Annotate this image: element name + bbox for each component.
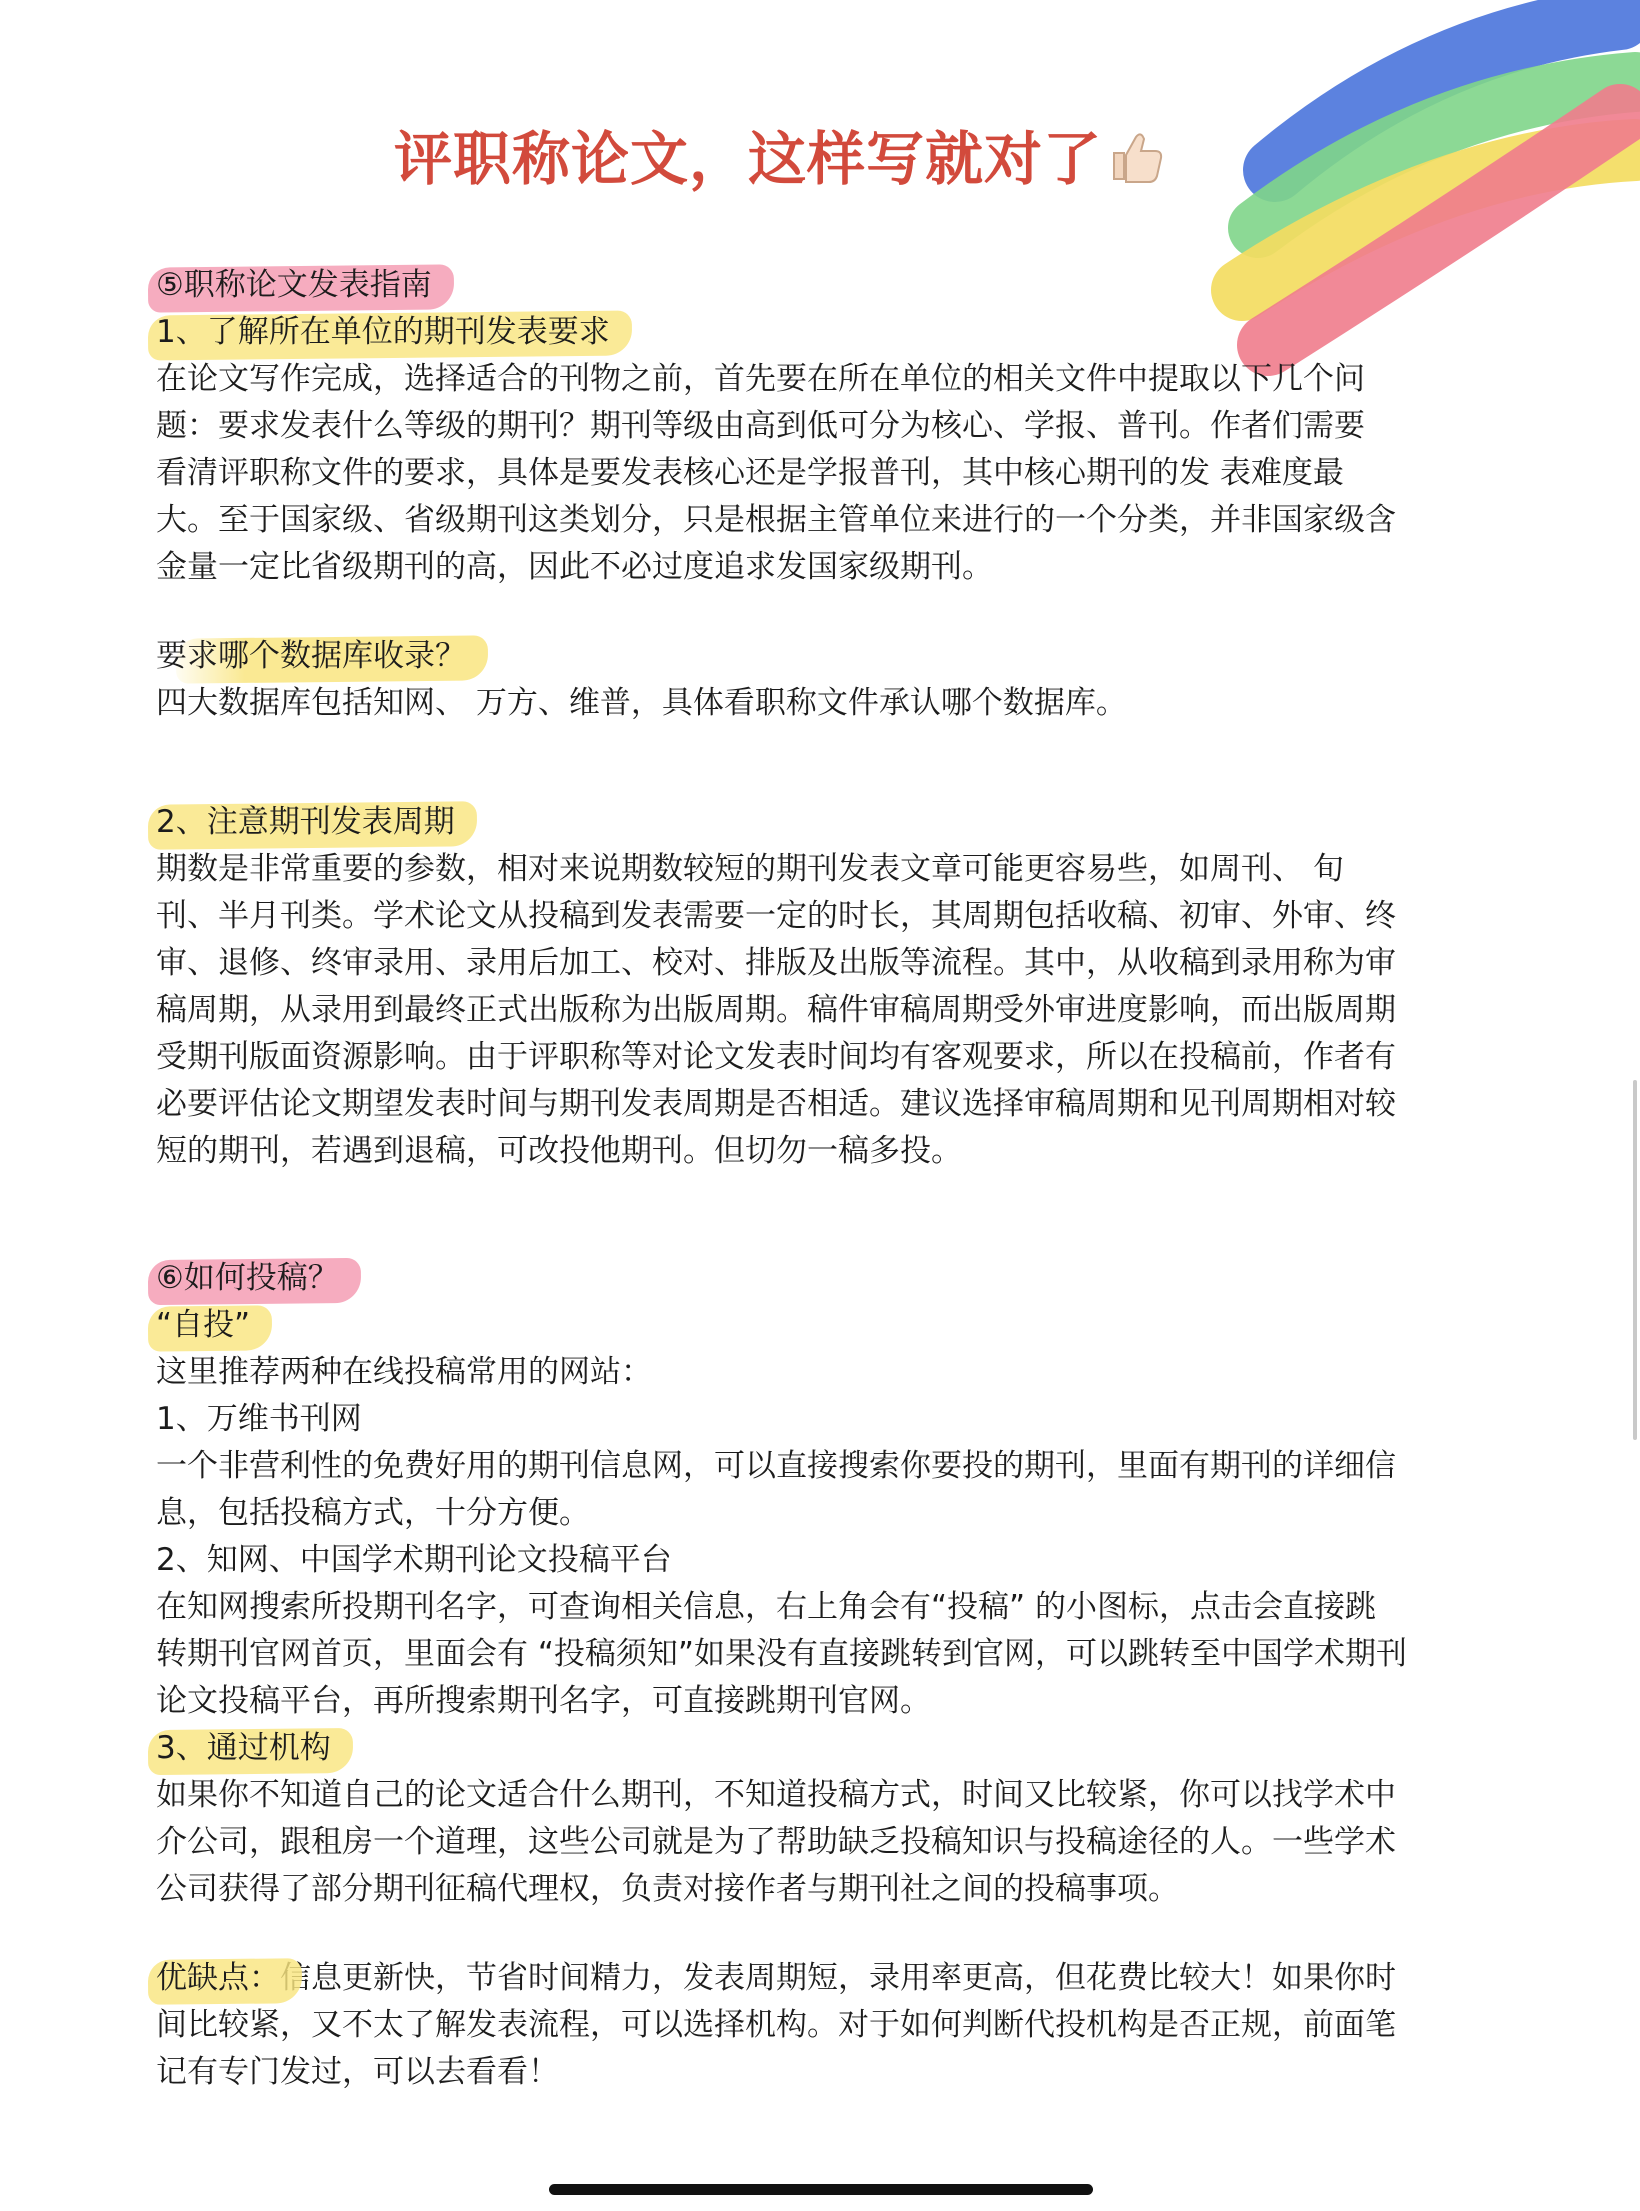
paragraph-line: 审、退修、终审录用、录用后加工、校对、排版及出版等流程。其中，从收稿到录用称为审 xyxy=(156,945,1396,981)
page-title xyxy=(0,112,1560,199)
paragraph-line: 稿周期，从录用到最终正式出版称为出版周期。稿件审稿周期受外审进度影响，而出版周期 xyxy=(156,992,1396,1028)
pros-cons-text: 信息更新快，节省时间精力，发表周期短，录用率更高，但花费比较大！如果你时 xyxy=(280,1960,1396,1996)
section-5-heading: ⑤职称论文发表指南 xyxy=(156,262,432,309)
database-answer: 四大数据库包括知网、 万方、维普，具体看职称文件承认哪个数据库。 xyxy=(156,685,1127,721)
title-text: 评职称论文，这样写就对了 xyxy=(393,125,1102,193)
paragraph-line: 转期刊官网首页，里面会有 “投稿须知”如果没有直接跳转到官网，可以跳转至中国学术期刊 xyxy=(156,1636,1407,1672)
paragraph-line: 记有专门发过，可以去看看！ xyxy=(156,2054,559,2090)
paragraph-line: 在知网搜索所投期刊名字，可查询相关信息，右上角会有“投稿” 的小图标，点击会直接跳 xyxy=(156,1589,1376,1625)
paragraph-line: 公司获得了部分期刊征稿代理权，负责对接作者与期刊社之间的投稿事项。 xyxy=(156,1871,1179,1907)
section-5-subheading-1: 1、了解所在单位的期刊发表要求 xyxy=(156,309,610,356)
paragraph-line: 间比较紧，又不太了解发表流程，可以选择机构。对于如何判断代投机构是否正规，前面笔 xyxy=(156,2007,1396,2043)
section-6-subheading-2: 3、通过机构 xyxy=(156,1725,331,1772)
scrollbar-thumb[interactable] xyxy=(1633,1080,1637,1440)
paragraph-line: 介公司，跟租房一个道理，这些公司就是为了帮助缺乏投稿知识与投稿途径的人。一些学术 xyxy=(156,1824,1396,1860)
paragraph-line: 1、万维书刊网 xyxy=(156,1401,362,1437)
paragraph-line: 金量一定比省级期刊的高，因此不必过度追求发国家级期刊。 xyxy=(156,549,993,585)
paragraph-line: 看清评职称文件的要求，具体是要发表核心还是学报普刊，其中核心期刊的发 表难度最 xyxy=(156,455,1344,491)
paragraph-line: 在论文写作完成，选择适合的刊物之前，首先要在所在单位的相关文件中提取以下几个问 xyxy=(156,361,1365,397)
section-6-heading: ⑥如何投稿？ xyxy=(156,1255,339,1302)
paragraph-line: 受期刊版面资源影响。由于评职称等对论文发表时间均有客观要求，所以在投稿前，作者有 xyxy=(156,1039,1396,1075)
paragraph-line: 必要评估论文期望发表时间与期刊发表周期是否相适。建议选择审稿周期和见刊周期相对较 xyxy=(156,1086,1396,1122)
paragraph-line: 期数是非常重要的参数，相对来说期数较短的期刊发表文章可能更容易些，如周刊、 旬 xyxy=(156,851,1344,887)
section-5-subheading-2: 2、注意期刊发表周期 xyxy=(156,799,455,846)
paragraph-line: 题：要求发表什么等级的期刊？期刊等级由高到低可分为核心、学报、普刊。作者们需要 xyxy=(156,408,1365,444)
document-body xyxy=(156,262,1486,2096)
paragraph-line: 这里推荐两种在线投稿常用的网站： xyxy=(156,1354,652,1390)
paragraph-line: 短的期刊，若遇到退稿，可改投他期刊。但切勿一稿多投。 xyxy=(156,1133,962,1169)
paragraph-line: 大。至于国家级、省级期刊这类划分，只是根据主管单位来进行的一个分类，并非国家级含 xyxy=(156,502,1396,538)
paragraph-line: 息，包括投稿方式，十分方便。 xyxy=(156,1495,590,1531)
paragraph-line: 一个非营利性的免费好用的期刊信息网，可以直接搜索你要投的期刊，里面有期刊的详细信 xyxy=(156,1448,1396,1484)
paragraph-line: 刊、半月刊类。学术论文从投稿到发表需要一定的时长，其周期包括收稿、初审、外审、终 xyxy=(156,898,1396,934)
paragraph-line: 如果你不知道自己的论文适合什么期刊，不知道投稿方式，时间又比较紧，你可以找学术中 xyxy=(156,1777,1396,1813)
thumbs-up-icon xyxy=(1108,127,1166,199)
paragraph-line: 论文投稿平台，再所搜索期刊名字，可直接跳期刊官网。 xyxy=(156,1683,931,1719)
database-question: 要求哪个数据库收录？ xyxy=(156,633,466,680)
pros-cons-label: 优缺点： xyxy=(156,1955,280,2002)
paragraph-line: 2、知网、中国学术期刊论文投稿平台 xyxy=(156,1542,672,1578)
section-6-subheading-1: “自投” xyxy=(156,1302,250,1349)
home-indicator[interactable] xyxy=(549,2184,1093,2195)
